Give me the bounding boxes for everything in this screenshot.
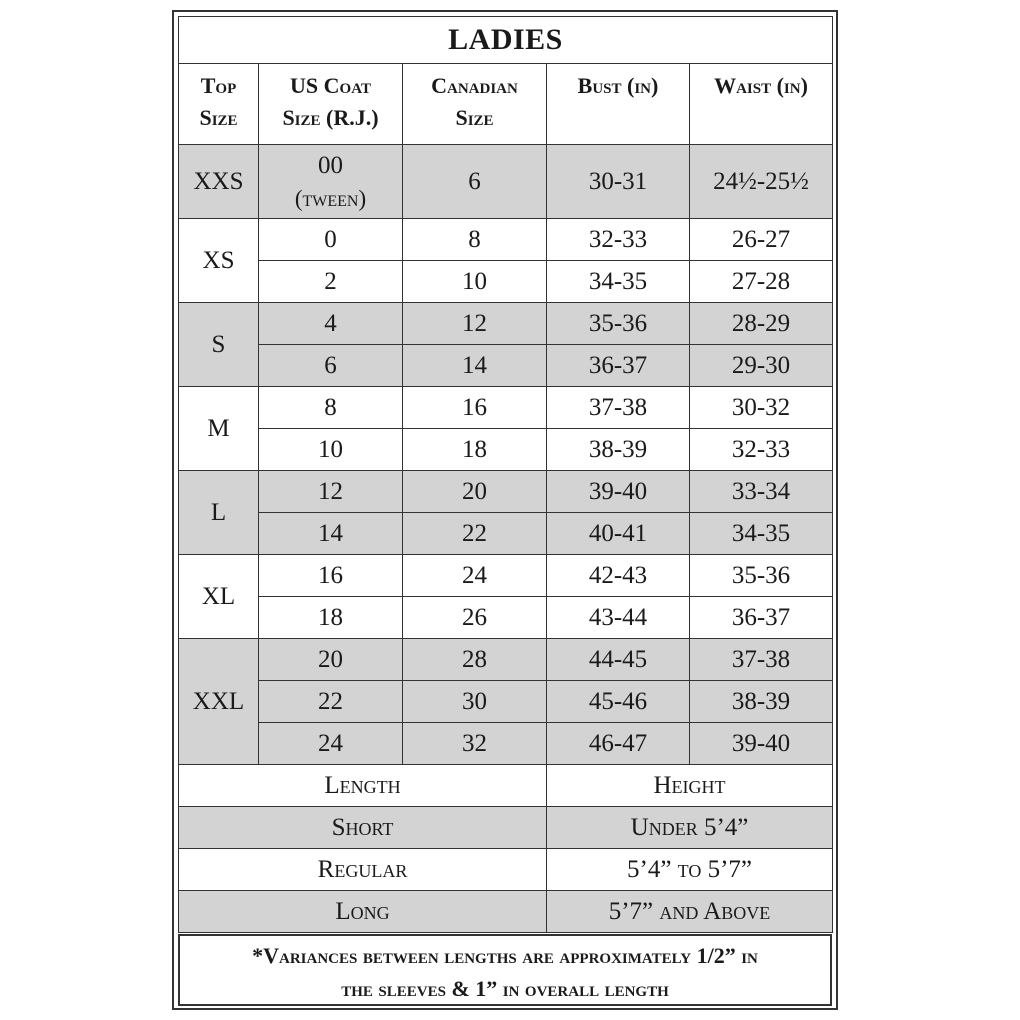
variance-note xyxy=(178,934,832,1006)
header-waist: Waist (in) xyxy=(690,64,833,145)
length-row xyxy=(179,849,833,891)
table-row xyxy=(179,429,833,471)
ca-size-cell: 20 xyxy=(403,471,547,513)
us-size-cell: 20 xyxy=(259,639,403,681)
table-row xyxy=(179,555,833,597)
waist-cell: 29-30 xyxy=(690,345,833,387)
table-row xyxy=(179,219,833,261)
header-us-coat-size: US Coat Size (R.J.) xyxy=(259,64,403,145)
bust-cell: 44-45 xyxy=(547,639,690,681)
ca-size-cell: 16 xyxy=(403,387,547,429)
length-cell: Regular xyxy=(179,849,547,891)
table-row xyxy=(179,345,833,387)
note-line-2: the sleeves & 1” in overall length xyxy=(341,976,669,1001)
bust-cell: 39-40 xyxy=(547,471,690,513)
bust-cell: 40-41 xyxy=(547,513,690,555)
length-row xyxy=(179,891,833,933)
header-height: Height xyxy=(547,765,833,807)
length-cell: Short xyxy=(179,807,547,849)
size-chart-table xyxy=(178,16,833,933)
us-size-cell: 22 xyxy=(259,681,403,723)
us-size-cell: 14 xyxy=(259,513,403,555)
ca-size-cell: 32 xyxy=(403,723,547,765)
ca-size-cell: 8 xyxy=(403,219,547,261)
bust-cell: 45-46 xyxy=(547,681,690,723)
header-canadian-size: Canadian Size xyxy=(403,64,547,145)
ca-size-cell: 12 xyxy=(403,303,547,345)
us-size-cell: 2 xyxy=(259,261,403,303)
us-size-cell: 10 xyxy=(259,429,403,471)
ca-size-cell: 28 xyxy=(403,639,547,681)
us-size-cell: 8 xyxy=(259,387,403,429)
waist-cell: 35-36 xyxy=(690,555,833,597)
bust-cell: 36-37 xyxy=(547,345,690,387)
top-size-cell: M xyxy=(179,387,259,471)
top-size-cell: XXL xyxy=(179,639,259,765)
ca-size-cell: 10 xyxy=(403,261,547,303)
table-row xyxy=(179,145,833,219)
ca-size-cell: 24 xyxy=(403,555,547,597)
header-length: Length xyxy=(179,765,547,807)
bust-cell: 37-38 xyxy=(547,387,690,429)
waist-cell: 30-32 xyxy=(690,387,833,429)
height-cell: 5’7” and Above xyxy=(547,891,833,933)
length-row xyxy=(179,807,833,849)
table-row xyxy=(179,387,833,429)
waist-cell: 26-27 xyxy=(690,219,833,261)
waist-cell: 39-40 xyxy=(690,723,833,765)
table-row xyxy=(179,303,833,345)
table-row xyxy=(179,513,833,555)
waist-cell: 36-37 xyxy=(690,597,833,639)
note-line-1: *Variances between lengths are approximately 1/2” in xyxy=(252,943,758,968)
ca-size-cell: 30 xyxy=(403,681,547,723)
bust-cell: 35-36 xyxy=(547,303,690,345)
table-row xyxy=(179,681,833,723)
bust-cell: 30-31 xyxy=(547,145,690,219)
waist-cell: 28-29 xyxy=(690,303,833,345)
bust-cell: 42-43 xyxy=(547,555,690,597)
header-top-size: Top Size xyxy=(179,64,259,145)
table-row xyxy=(179,723,833,765)
waist-cell: 27-28 xyxy=(690,261,833,303)
chart-title: LADIES xyxy=(179,17,833,64)
table-row xyxy=(179,261,833,303)
ca-size-cell: 18 xyxy=(403,429,547,471)
table-row xyxy=(179,639,833,681)
us-size-cell: 0 xyxy=(259,219,403,261)
header-row xyxy=(179,64,833,145)
waist-cell: 37-38 xyxy=(690,639,833,681)
us-size-cell: 4 xyxy=(259,303,403,345)
us-size-cell: 00 (tween) xyxy=(259,145,403,219)
top-size-cell: S xyxy=(179,303,259,387)
waist-cell: 34-35 xyxy=(690,513,833,555)
table-row xyxy=(179,471,833,513)
table-row xyxy=(179,597,833,639)
header-bust: Bust (in) xyxy=(547,64,690,145)
top-size-cell: XS xyxy=(179,219,259,303)
length-header-row xyxy=(179,765,833,807)
height-cell: 5’4” to 5’7” xyxy=(547,849,833,891)
us-size-cell: 6 xyxy=(259,345,403,387)
us-size-cell: 18 xyxy=(259,597,403,639)
us-size-cell: 16 xyxy=(259,555,403,597)
waist-cell: 33-34 xyxy=(690,471,833,513)
top-size-cell: L xyxy=(179,471,259,555)
top-size-cell: XL xyxy=(179,555,259,639)
ca-size-cell: 6 xyxy=(403,145,547,219)
bust-cell: 46-47 xyxy=(547,723,690,765)
waist-cell: 32-33 xyxy=(690,429,833,471)
waist-cell: 24½-25½ xyxy=(690,145,833,219)
waist-cell: 38-39 xyxy=(690,681,833,723)
length-cell: Long xyxy=(179,891,547,933)
bust-cell: 38-39 xyxy=(547,429,690,471)
height-cell: Under 5’4” xyxy=(547,807,833,849)
top-size-cell: XXS xyxy=(179,145,259,219)
bust-cell: 32-33 xyxy=(547,219,690,261)
ca-size-cell: 26 xyxy=(403,597,547,639)
bust-cell: 43-44 xyxy=(547,597,690,639)
ca-size-cell: 22 xyxy=(403,513,547,555)
bust-cell: 34-35 xyxy=(547,261,690,303)
us-size-cell: 12 xyxy=(259,471,403,513)
ca-size-cell: 14 xyxy=(403,345,547,387)
us-size-cell: 24 xyxy=(259,723,403,765)
